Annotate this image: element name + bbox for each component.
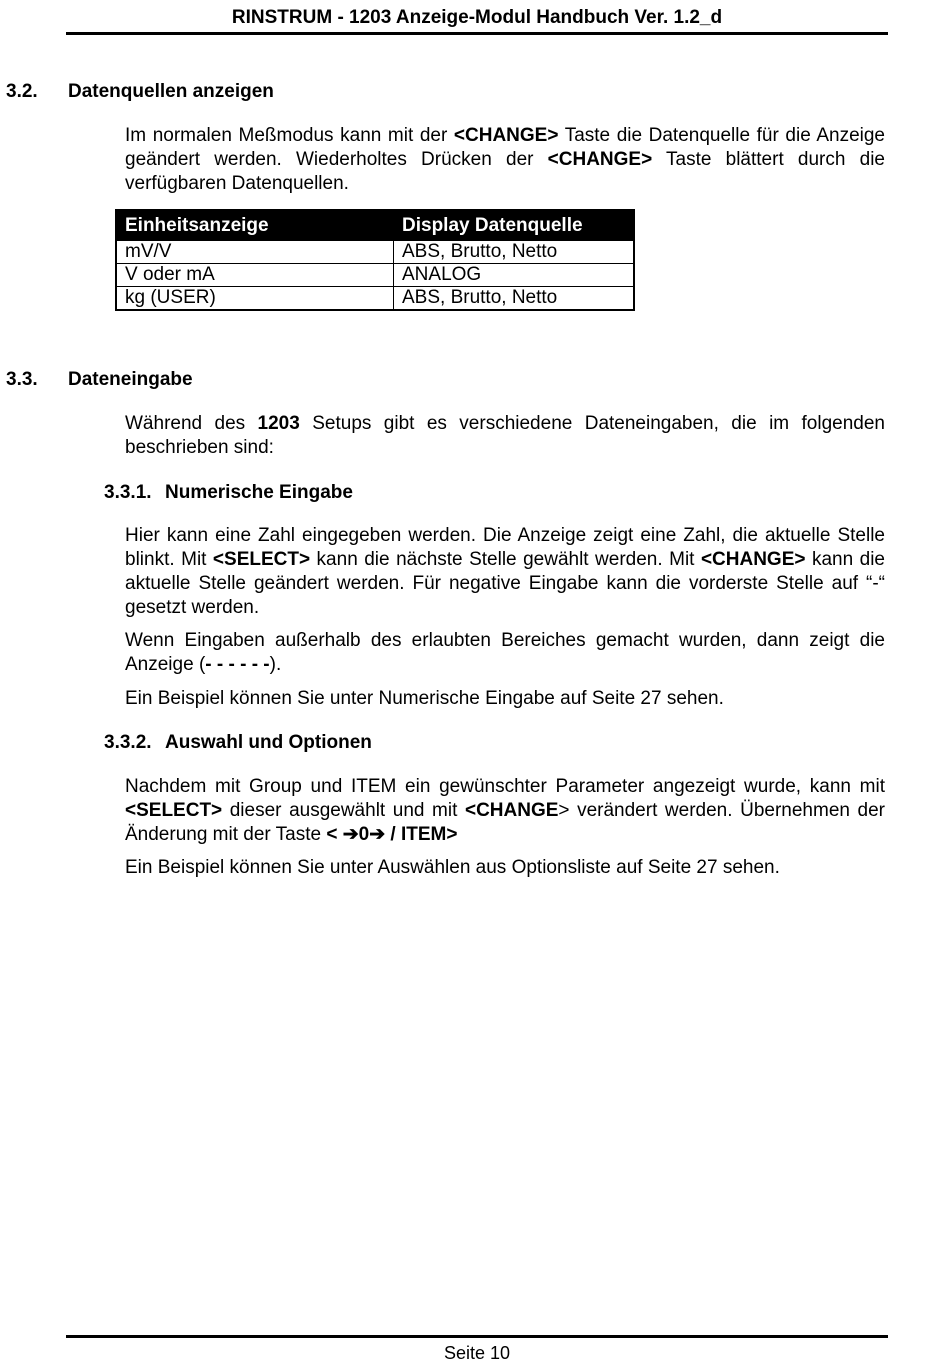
text-run: kann die aktuelle Stelle geändert werden. Für negative Eingabe kann die vorderste Stelle auf “-“ gesetzt werden. <box>125 549 885 618</box>
paragraph-dateneingabe <box>125 412 885 460</box>
key-select: <SELECT> <box>125 800 223 821</box>
paragraph-beispiel-numerisch: Ein Beispiel können Sie unter Numerische Eingabe auf Seite 27 sehen. <box>125 688 724 709</box>
text-run: Taste die Datenquelle für die Anzeige geändert werden. Wiederholtes Drücken der <box>125 125 885 170</box>
section-heading-3-3-2 <box>104 731 372 755</box>
section-heading-3-3 <box>6 368 193 392</box>
column-header-unit: Einheitsanzeige <box>116 210 394 241</box>
key-change: <CHANGE> <box>547 149 653 170</box>
table-cell: ABS, Brutto, Netto <box>394 241 635 264</box>
table-cell: V oder mA <box>116 264 394 287</box>
section-title: Datenquellen anzeigen <box>68 81 274 102</box>
table-row <box>116 264 634 287</box>
section-number: 3.3.2. <box>104 732 152 753</box>
paragraph-datenquellen <box>125 124 885 196</box>
table-cell: mV/V <box>116 241 394 264</box>
table-row <box>116 241 634 264</box>
text-run: kann die nächste Stelle gewählt werden. Mit <box>310 549 701 570</box>
table-cell: ANALOG <box>394 264 635 287</box>
section-number: 3.3.1. <box>104 482 152 503</box>
column-header-source: Display Datenquelle <box>394 210 635 241</box>
text-run: ). <box>269 654 282 675</box>
key-select: <SELECT> <box>212 549 311 570</box>
section-title: Dateneingabe <box>68 369 193 390</box>
text-run: Hier kann eine Zahl eingegeben werden. Die Anzeige zeigt eine Zahl, die aktuelle Stelle blinkt. Mit <box>125 525 885 570</box>
table-header-row <box>116 210 634 241</box>
table-cell: kg (USER) <box>116 287 394 311</box>
text-run: dieser ausgewählt und mit <box>222 800 465 821</box>
text-run: Wenn Eingaben außerhalb des erlaubten Bereiches gemacht wurden, dann zeigt die Anzeige ( <box>125 630 885 675</box>
dash-display: - - - - - - <box>205 654 270 675</box>
key-change: <CHANGE> <box>453 125 559 146</box>
section-title: Numerische Eingabe <box>165 482 353 503</box>
key-change: <CHANGE <box>464 800 559 821</box>
footer-rule <box>66 1335 888 1338</box>
section-number: 3.2. <box>6 81 38 102</box>
table-cell: ABS, Brutto, Netto <box>394 287 635 311</box>
section-title: Auswahl und Optionen <box>165 732 372 753</box>
key-item: < ➔0➔ / ITEM> <box>326 824 458 845</box>
paragraph-auswahl <box>125 775 885 847</box>
text-run: Im normalen Meßmodus kann mit der <box>125 125 454 146</box>
paragraph-numerische-eingabe <box>125 524 885 620</box>
key-change: <CHANGE> <box>700 549 806 570</box>
paragraph-bereich <box>125 629 885 677</box>
paragraph-beispiel-optionen: Ein Beispiel können Sie unter Auswählen aus Optionsliste auf Seite 27 sehen. <box>125 857 780 878</box>
text-run: Während des <box>125 413 258 434</box>
section-heading-3-2 <box>6 80 274 104</box>
text-run: Nachdem mit Group und ITEM ein gewünschter Parameter angezeigt wurde, kann mit <box>125 776 885 797</box>
page-header-title: RINSTRUM - 1203 Anzeige-Modul Handbuch Ver. 1.2_d <box>231 7 723 28</box>
page-number: Seite 10 <box>443 1343 511 1363</box>
text-run: Setups gibt es verschiedene Dateneingaben, die im folgenden beschrieben sind: <box>125 413 885 458</box>
text-run: Taste blättert durch die verfügbaren Datenquellen. <box>125 149 885 194</box>
model-number: 1203 <box>257 413 300 434</box>
section-number: 3.3. <box>6 369 38 390</box>
header-rule <box>66 32 888 35</box>
datasource-table <box>115 209 635 311</box>
text-run: > verändert werden. Übernehmen der Änderung mit der Taste <box>125 800 885 845</box>
table-row <box>116 287 634 311</box>
section-heading-3-3-1 <box>104 481 353 505</box>
